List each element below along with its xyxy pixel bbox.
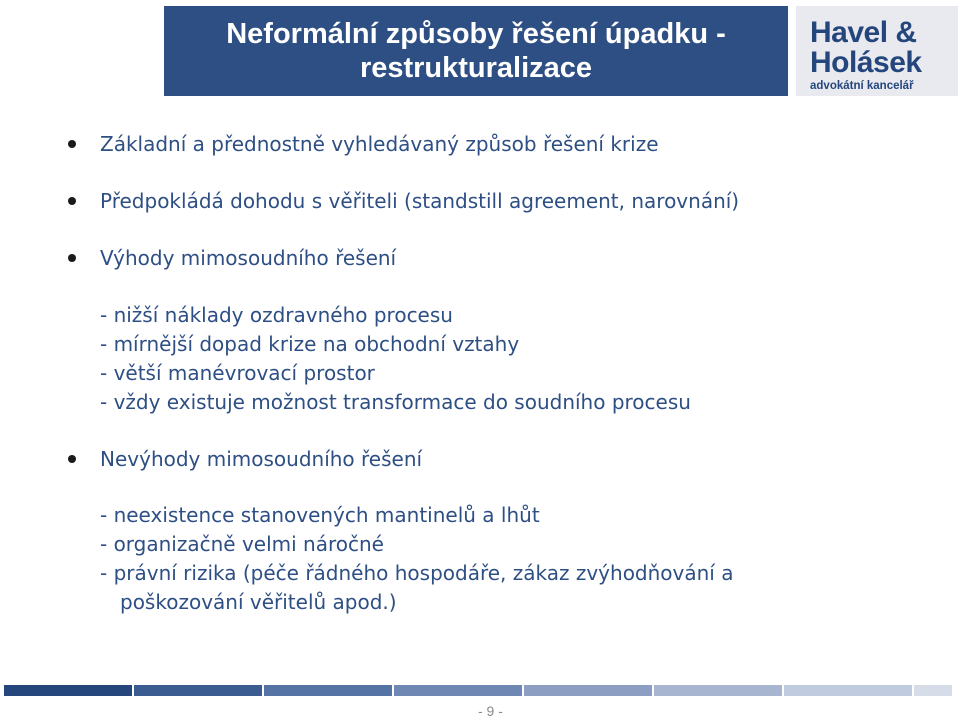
bullet-item-4: Nevýhody mimosoudního řešení [100,447,423,471]
bullet-icon [68,254,76,262]
disadvantage-item-3: - právní rizika (péče řádného hospodáře, zákaz zvýhodňování a [100,561,734,585]
disadvantage-item-3-cont: poškozování věřitelů apod.) [120,590,397,614]
advantage-item-3: - větší manévrovací prostor [100,361,375,385]
footer-color-bars [4,685,956,696]
company-logo [796,6,958,96]
title-banner [164,6,788,96]
footer-bar-segment [654,685,782,696]
advantage-item-4: - vždy existuje možnost transformace do soudního procesu [100,390,691,414]
advantage-item-1: - nižší náklady ozdravného procesu [100,303,453,327]
footer-bar-segment [914,685,952,696]
bullet-item-2: Předpokládá dohodu s věřiteli (standstill agreement, narovnání) [100,189,740,213]
bullet-item-3: Výhody mimosoudního řešení [100,246,397,270]
footer-bar-segment [4,685,132,696]
logo-line-1: Havel & [810,16,917,49]
disadvantage-item-2: - organizačně velmi náročné [100,532,384,556]
footer-bar-segment [134,685,262,696]
footer-bar-segment [784,685,912,696]
advantage-item-2: - mírnější dopad krize na obchodní vztahy [100,332,520,356]
bullet-item-1: Základní a přednostně vyhledávaný způsob řešení krize [100,132,659,156]
disadvantage-item-1: - neexistence stanovených mantinelů a lhůt [100,503,540,527]
footer-bar-segment [264,685,392,696]
title-line-1: Neformální způsoby řešení úpadku - [226,18,726,50]
title-line-2: restrukturalizace [359,52,593,84]
footer-bar-segment [524,685,652,696]
logo-line-2: Holásek [810,46,922,79]
page-number: - 9 - [478,703,503,719]
bullet-icon [68,140,76,148]
bullet-icon [68,197,76,205]
bullet-icon [68,455,76,463]
logo-tagline: advokátní kancelář [810,80,914,92]
footer-bar-segment [394,685,522,696]
